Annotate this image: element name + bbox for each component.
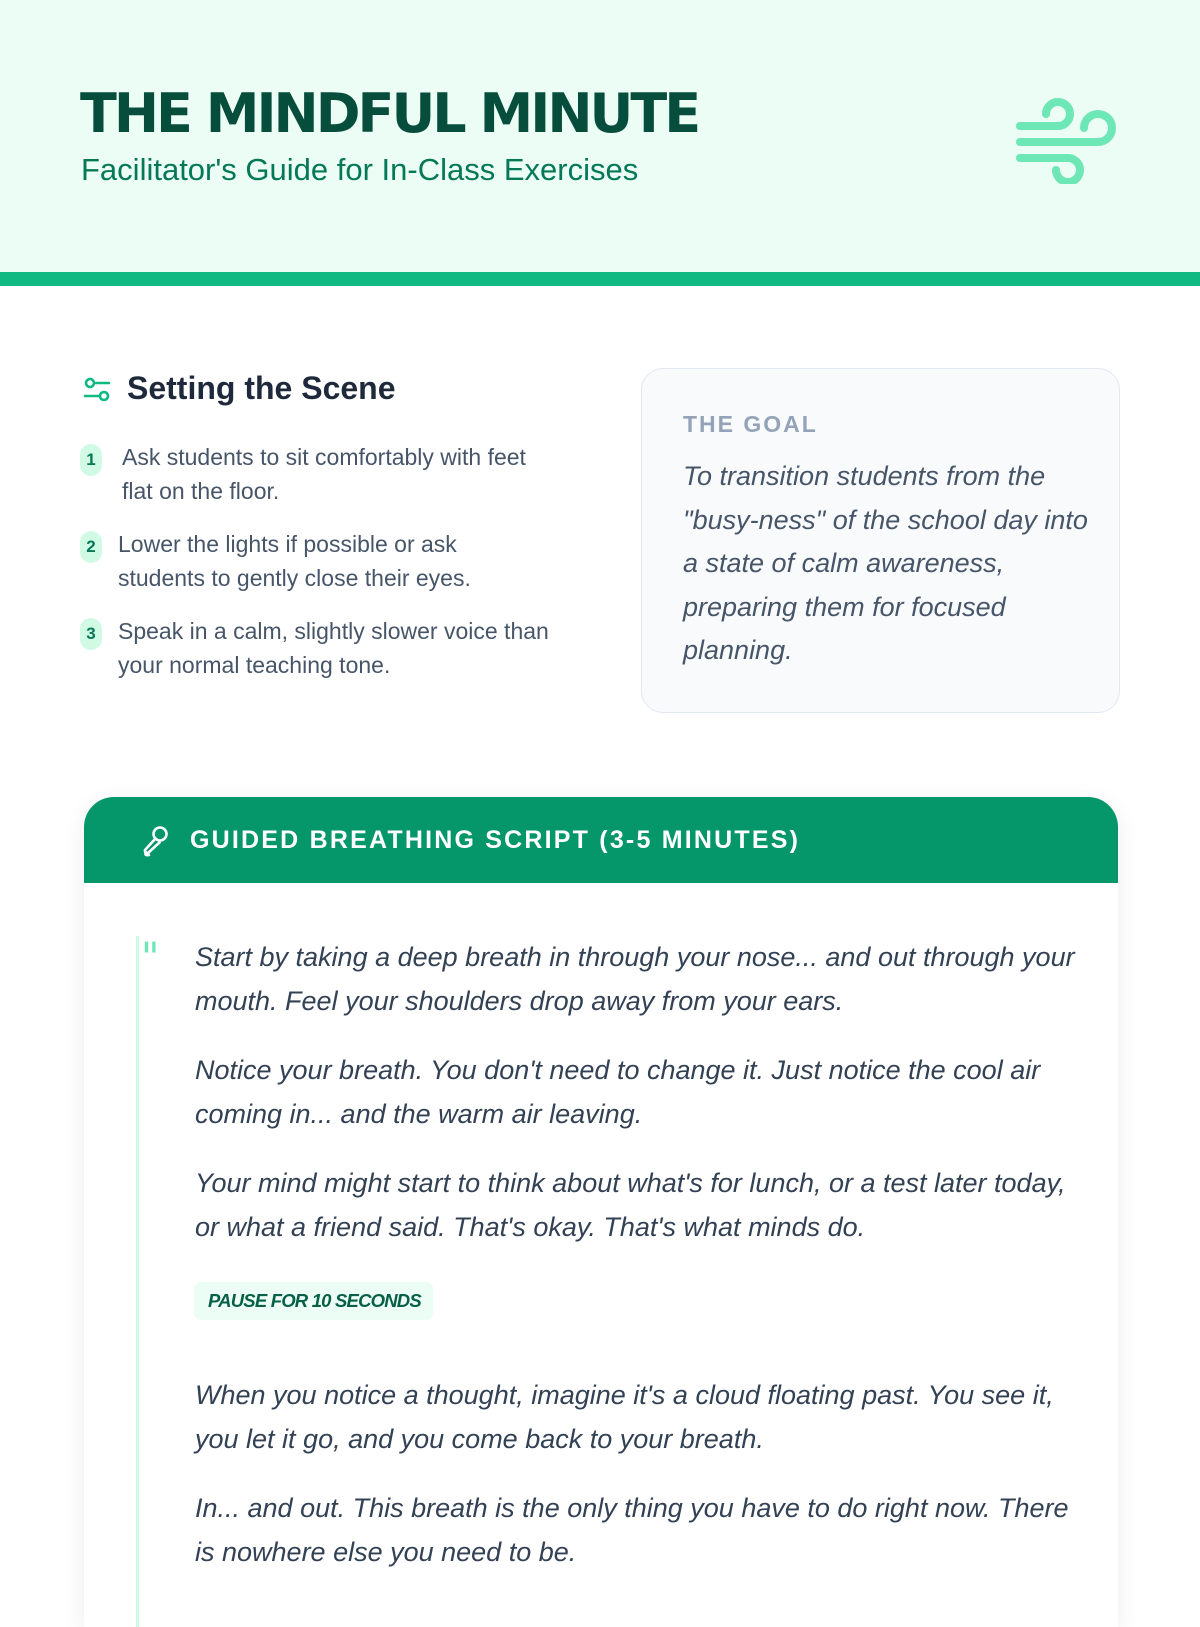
goal-label: THE GOAL <box>683 411 818 437</box>
sliders-icon <box>83 377 111 405</box>
wind-icon <box>1016 98 1118 184</box>
microphone-icon <box>140 825 170 857</box>
goal-text: To transition students from the "busy-ness" of the school day into a state of calm awareness, preparing them for focused planning. <box>683 461 1088 665</box>
step-text: Lower the lights if possible or ask students to gently close their eyes. <box>118 531 471 591</box>
script-paragraph: Start by taking a deep breath in through your nose... and out through your mouth. Feel your shoulders drop away from your ears. <box>195 942 1075 1016</box>
step-number: 1 <box>80 444 102 476</box>
script-card <box>84 797 1118 1627</box>
script-paragraph: Your mind might start to think about what's for lunch, or a test later today, or what a friend said. That's okay. That's what minds do. <box>195 1168 1066 1242</box>
page-title: THE MINDFUL MINUTE <box>80 82 699 145</box>
step-number: 3 <box>80 618 102 650</box>
script-paragraph: Notice your breath. You don't need to change it. Just notice the cool air coming in... and the warm air leaving. <box>195 1055 1041 1129</box>
header-accent-bar <box>0 272 1200 286</box>
step-text: Ask students to sit comfortably with feet flat on the floor. <box>122 444 526 504</box>
quote-rule <box>136 936 139 1627</box>
list-item <box>80 614 560 682</box>
section-title: Setting the Scene <box>127 370 396 406</box>
script-paragraph: When you notice a thought, imagine it's a cloud floating past. You see it, you let it go, and you come back to your breath. <box>195 1380 1054 1454</box>
page-subtitle: Facilitator's Guide for In-Class Exercises <box>81 152 639 187</box>
list-item <box>80 440 560 508</box>
list-item <box>80 527 538 595</box>
step-text: Speak in a calm, slightly slower voice than your normal teaching tone. <box>118 618 549 678</box>
script-title: GUIDED BREATHING SCRIPT (3-5 MINUTES) <box>190 826 801 854</box>
script-paragraph: In... and out. This breath is the only thing you have to do right now. There is nowhere else you need to be. <box>195 1493 1069 1567</box>
pause-badge: PAUSE FOR 10 SECONDS <box>194 1282 433 1320</box>
page-header <box>0 0 1200 272</box>
script-header <box>84 797 1118 883</box>
goal-card <box>641 368 1120 713</box>
quote-mark-icon: " <box>141 935 160 981</box>
step-number: 2 <box>80 531 102 563</box>
